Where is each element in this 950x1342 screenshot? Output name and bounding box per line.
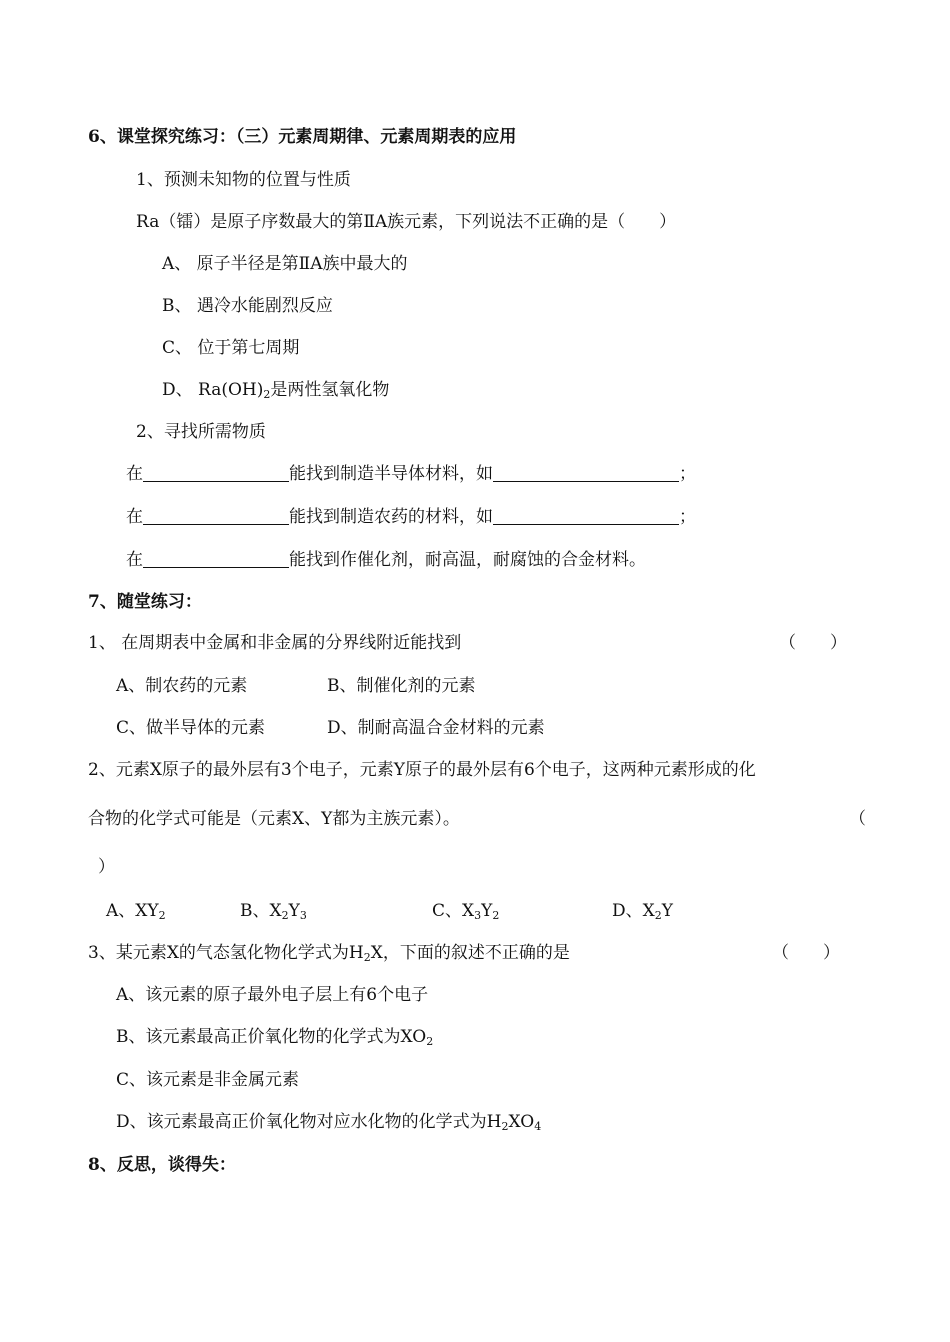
section-7-heading: 7、随堂练习： [88,592,202,612]
question-2-option-c: C、$X_3Y_2$ [432,901,500,922]
question-2-option-a: A、$XY_2$ [106,901,166,922]
subsection-1-title: 1、预测未知物的位置与性质 [136,170,351,190]
subsection-2-title: 2、寻找所需物质 [136,422,266,442]
question-2-line-1: 2、元素X原子的最外层有3个电子，元素Y原子的最外层有6个电子，这两种元素形成的化 [88,760,756,780]
question-1-option-c: C、做半导体的元素 [116,718,266,738]
question-ra-option-b: B、 遇冷水能剧烈反应 [162,296,333,316]
question-ra-stem: Ra（镭）是原子序数最大的第ⅡA族元素，下列说法不正确的是（ ） [136,212,677,232]
question-ra-option-d: D、 $Ra(OH)_2$是两性氢氧化物 [162,380,390,401]
fill-line-semiconductor: 在 能找到制造半导体材料，如 ； [126,464,696,484]
question-1-option-d: D、制耐高温合金材料的元素 [327,718,545,738]
question-3-stem: 3、某元素X的气态氢化物化学式为$H_2X$，下面的叙述不正确的是 [88,943,570,964]
section-6-heading: 6、课堂探究练习：（三）元素周期律、元素周期表的应用 [88,127,517,147]
section-8-heading: 8、反思，谈得失： [88,1155,236,1175]
question-1-stem: 1、 在周期表中金属和非金属的分界线附近能找到 [88,633,462,653]
question-3-answer-paren: （ ） [772,943,840,963]
blank-region-2[interactable] [143,507,289,525]
question-3-option-d: D、该元素最高正价氧化物对应水化物的化学式为$H_2XO_4$ [116,1112,542,1133]
blank-region-1[interactable] [143,464,289,482]
question-3-option-c: C、该元素是非金属元素 [116,1070,300,1090]
question-2-option-b: B、$X_2Y_3$ [240,901,307,922]
question-2-line-2: 合物的化学式可能是（元素X、Y都为主族元素）。 [88,809,460,829]
question-1-option-a: A、制农药的元素 [116,676,248,696]
question-ra-option-c: C、 位于第七周期 [162,338,300,358]
question-1-option-b: B、制催化剂的元素 [327,676,476,696]
question-3-option-a: A、该元素的原子最外电子层上有6个电子 [116,985,429,1005]
question-2-paren-close: ） [98,857,115,877]
question-1-answer-paren: （ ） [779,633,847,653]
question-ra-option-a: A、 原子半径是第ⅡA族中最大的 [162,254,408,274]
question-2-option-d: D、$X_2Y$ [612,901,673,922]
blank-example-1[interactable] [493,464,679,482]
blank-region-3[interactable] [143,550,289,568]
question-2-paren-open: （ [849,809,866,829]
blank-example-2[interactable] [493,507,679,525]
question-3-option-b: B、该元素最高正价氧化物的化学式为$XO_2$ [116,1027,434,1048]
fill-line-catalyst: 在 能找到作催化剂，耐高温，耐腐蚀的合金材料。 [126,550,646,570]
fill-line-pesticide: 在 能找到制造农药的材料，如 ； [126,507,696,527]
